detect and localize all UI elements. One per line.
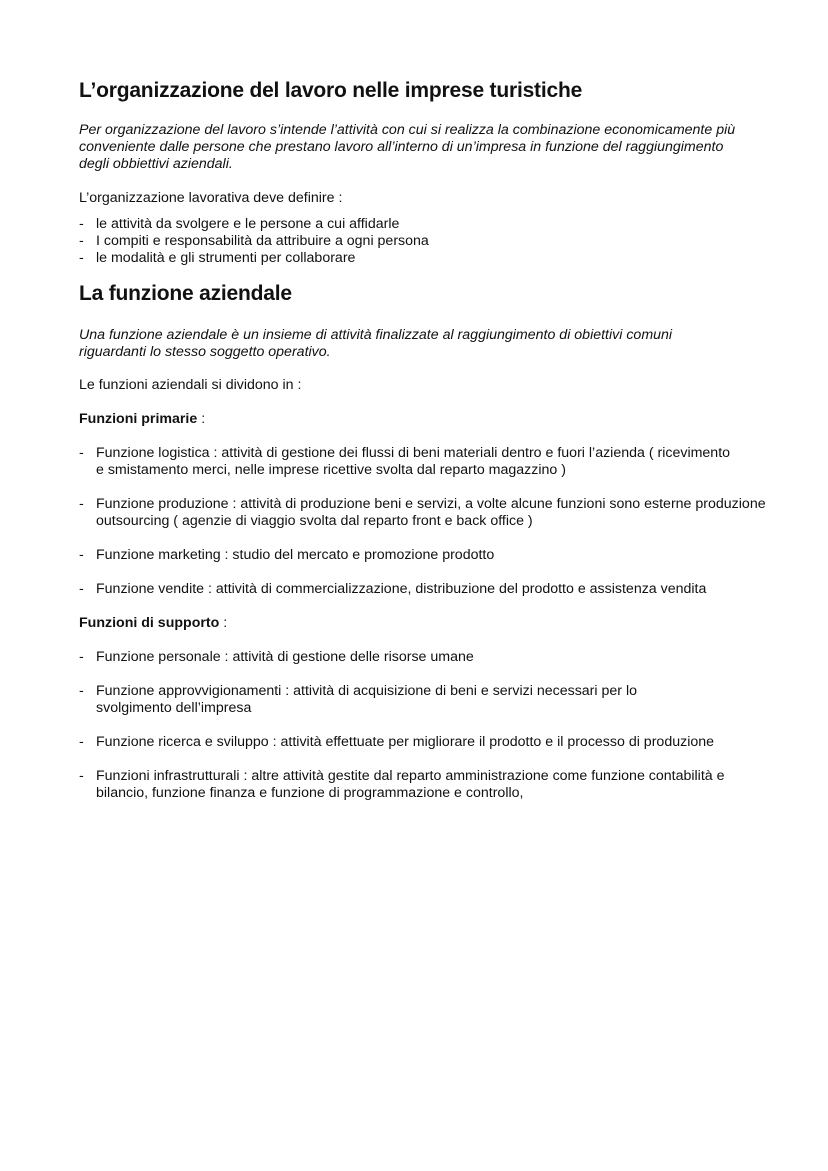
list-item: - Funzione approvvigionamenti : attività di acquisizione di beni e servizi necessari per lo svolgimento dell’impresa	[79, 683, 637, 716]
intro-definition: Per organizzazione del lavoro s’intende l’attività con cui si realizza la combinazione economicamente più conveniente dalle persone che prestano lavoro all’interno di un’impresa in funzione del raggiungimento degli obbiettivi aziendali.	[79, 122, 736, 172]
org-list	[79, 216, 759, 267]
dash-bullet: -	[79, 547, 84, 563]
dash-bullet: -	[79, 649, 84, 665]
primarie-list	[79, 445, 766, 598]
list-item: - Funzione vendite : attività di commercializzazione, distribuzione del prodotto e assistenza vendita	[79, 581, 707, 597]
heading-organizzazione: L’organizzazione del lavoro nelle imprese turistiche	[79, 79, 583, 102]
dash-bullet: -	[79, 233, 84, 249]
dash-bullet: -	[79, 250, 84, 266]
document-page	[79, 78, 766, 819]
list-item: - I compiti e responsabilità da attribuire a ogni persona	[79, 233, 429, 249]
supporto-list	[79, 649, 759, 802]
dash-bullet: -	[79, 496, 84, 512]
list-item: - Funzioni infrastrutturali : altre attività gestite dal reparto amministrazione come funzione contabilità e bilancio, funzione finanza e funzione di programmazione e controllo,	[79, 768, 725, 801]
funzione-definition: Una funzione aziendale è un insieme di attività finalizzate al raggiungimento di obiettivi comuni riguardanti lo stesso soggetto operativo.	[79, 327, 673, 360]
dash-bullet: -	[79, 683, 84, 699]
dash-bullet: -	[79, 734, 84, 750]
org-define-text: L’organizzazione lavorativa deve definire :	[79, 190, 343, 206]
dash-bullet: -	[79, 581, 84, 597]
primarie-heading: Funzioni primarie :	[79, 411, 206, 427]
dash-bullet: -	[79, 445, 84, 461]
list-item: - le attività da svolgere e le persone a cui affidarle	[79, 216, 400, 232]
list-item: - Funzione produzione : attività di produzione beni e servizi, a volte alcune funzioni sono esterne produzione outsourcing ( agenzie di viaggio svolta dal reparto front e back office )	[79, 496, 766, 529]
list-item: - Funzione logistica : attività di gestione dei flussi di beni materiali dentro e fuori l’azienda ( ricevimento e smistamento merci, nelle imprese ricettive svolta dal reparto magazzino )	[79, 445, 731, 478]
list-item: - le modalità e gli strumenti per collaborare	[79, 250, 356, 266]
dash-bullet: -	[79, 768, 84, 784]
list-item: - Funzione marketing : studio del mercato e promozione prodotto	[79, 547, 495, 563]
divide-text: Le funzioni aziendali si dividono in :	[79, 377, 302, 393]
supporto-heading: Funzioni di supporto :	[79, 615, 228, 631]
dash-bullet: -	[79, 216, 84, 232]
heading-funzione-aziendale: La funzione aziendale	[79, 282, 292, 305]
list-item: - Funzione personale : attività di gestione delle risorse umane	[79, 649, 474, 665]
list-item: - Funzione ricerca e sviluppo : attività effettuate per migliorare il prodotto e il processo di produzione	[79, 734, 715, 750]
